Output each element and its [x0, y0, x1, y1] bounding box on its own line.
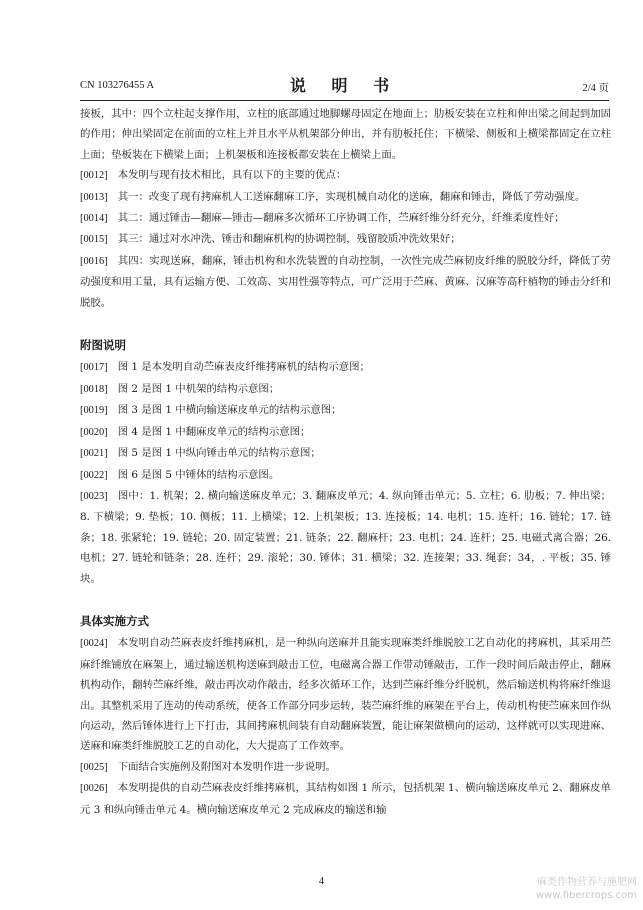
- paragraph: [80, 486, 611, 589]
- paragraph-number: [0018]: [80, 383, 108, 395]
- paragraph: [80, 187, 611, 208]
- paragraph: [80, 633, 611, 756]
- paragraph: [80, 443, 611, 464]
- patent-number: CN 103276455 A: [80, 80, 155, 91]
- paragraph-text: 本发明自动苎麻表皮纤维拷麻机，是一种纵向送麻并且能实现麻类纤维脱胶工艺自动化的拷麻机，其采用苎麻纤维铺放在麻架上，通过输送机构送麻到敲击工位，电磁离合器工作带动锤敲击，工作一段时间后敲击停止，翻麻机构动作，翻转苎麻纤维，敲击再次动作敲击，经多次循环工作，达到苎麻纤维分纤脱机，然后输送机构将麻纤维退出。其整机采用了连动的传动系统，使各工作部分同步运转，装苎麻纤维的麻架在平台上，传动机构使苎麻来回作纵向运动，然后锤体进行上下打击，其间拷麻机间装有自动翻麻装置，能让麻架做横向的运动，这样就可以实现进麻、送麻和麻类纤维脱胶工艺的自动化，大大提高了工作效率。: [80, 637, 611, 753]
- paragraph-text: 图 6 是图 5 中锤体的结构示意图。: [117, 468, 280, 481]
- paragraph: [80, 251, 611, 313]
- paragraph: [80, 778, 611, 820]
- paragraph-text: 其一：改变了现有拷麻机人工送麻翻麻工序，实现机械自动化的送麻，翻麻和锤击，降低了劳动强度。: [117, 190, 586, 203]
- paragraph: [80, 379, 611, 400]
- page-header: [80, 72, 609, 101]
- paragraph: [80, 104, 611, 165]
- paragraph-number: [0022]: [80, 469, 108, 481]
- paragraph: [80, 465, 611, 486]
- paragraph-number: [0023]: [80, 490, 108, 502]
- paragraph-number: [0025]: [80, 761, 108, 773]
- paragraph-text: 其三：通过对水冲洗、锤击和翻麻机构的协调控制，残留胶质冲洗效果好；: [117, 233, 461, 246]
- paragraph-number: [0024]: [80, 638, 108, 650]
- paragraph-number: [0015]: [80, 234, 108, 246]
- paragraph-text: 图中：1. 机架；2. 横向输送麻皮单元；3. 翻麻皮单元；4. 纵向锤击单元；5. 立柱；6. 肋板；7. 伸出梁；8. 下横梁；9. 垫板；10. 侧板；11. 上横梁；12. 上机架板；13. 连接板；14. 电机；15. 连杆；16. 链轮；17. 链条；18. 张紧轮；19. 链轮；20. 固定装置；21. 链条；22. 翻麻杆；23. 电机；24. 连杆；25. 电磁式离合器；26. 电机；27. 链轮和链条；28. 连杆；29. 滚轮；30. 锤体；31. 横梁；32. 连接架；33. 绳套；34，. 平板；35. 锤块。: [80, 489, 611, 585]
- paragraph-text: 其四：实现送麻，翻麻，锤击机构和水洗装置的自动控制，一次性完成苎麻韧皮纤维的脱胶分纤，降低了劳动强度和用工量，具有运输方便、工效高、实用性强等特点，可广泛用于苎麻、黄麻、汉麻等高秆植物的锤击分纤和脱胶。: [80, 254, 611, 309]
- paragraph-text: 其二：通过锤击—翻麻—锤击—翻麻多次循环工序协调工作，苎麻纤维分纤充分，纤维柔度性好；: [117, 212, 565, 225]
- paragraph-text: 本发明提供的自动苎麻表皮纤维拷麻机，其结构如图 1 所示，包括机架 1、横向输送麻皮单元 2、翻麻皮单元 3 和纵向锤击单元 4。横向输送麻皮单元 2 完成麻皮的输送和输: [80, 782, 611, 816]
- paragraph-text: 图 5 是图 1 中纵向锤击单元的结构示意图；: [117, 447, 321, 460]
- paragraph-text: 图 3 是图 1 中横向输送麻皮单元的结构示意图；: [117, 404, 342, 417]
- paragraph-number: [0026]: [80, 783, 108, 795]
- paragraph-text: 图 1 是本发明自动苎麻表皮纤维拷麻机的结构示意图；: [117, 361, 370, 374]
- document-body: [80, 104, 611, 820]
- watermark-line: www.fibercrops.com: [535, 890, 637, 901]
- paragraph-number: [0021]: [80, 448, 108, 460]
- page-number: 4: [318, 876, 325, 887]
- paragraph-number: [0016]: [80, 255, 108, 267]
- paragraph-text: 图 4 是图 1 中翻麻皮单元的结构示意图；: [117, 425, 311, 438]
- paragraph: [80, 357, 611, 378]
- paragraph-text: 接板，其中：四个立柱起支撑作用，立柱的底部通过地脚螺母固定在地面上；肋板安装在立柱和伸出梁之间起到加固的作用；伸出梁固定在前面的立柱上并且水平从机架部分伸出，并有肋板托住；下横梁、侧板和上横梁都固定在立柱上面；垫板装在下横梁上面；上机架板和连接板都安装在上横梁上面。: [80, 108, 611, 161]
- paragraph: [80, 400, 611, 421]
- section-heading: 具体实施方式: [80, 613, 149, 628]
- paragraph: [80, 422, 611, 443]
- paragraph-number: [0017]: [80, 362, 108, 374]
- paragraph-number: [0012]: [80, 170, 108, 182]
- paragraph: [80, 757, 611, 778]
- paragraph-number: [0019]: [80, 405, 108, 417]
- section-heading: 附图说明: [80, 338, 126, 353]
- document-title: 说 明 书: [289, 76, 400, 95]
- paragraph-number: [0020]: [80, 426, 108, 438]
- paragraph-text: 下面结合实施例及附图对本发明作进一步说明。: [117, 760, 336, 773]
- page-indicator: 2/4 页: [582, 83, 609, 94]
- paragraph: [80, 229, 611, 250]
- paragraph-text: 图 2 是图 1 中机架的结构示意图；: [117, 382, 280, 395]
- paragraph-text: 本发明与现有技术相比，具有以下的主要的优点：: [117, 169, 347, 182]
- watermark-line: 麻类作物营养与施肥网: [537, 877, 637, 888]
- site-watermark: [536, 876, 637, 902]
- paragraph: [80, 165, 611, 186]
- paragraph-number: [0014]: [80, 213, 108, 225]
- paragraph-number: [0013]: [80, 191, 108, 203]
- paragraph: [80, 208, 611, 229]
